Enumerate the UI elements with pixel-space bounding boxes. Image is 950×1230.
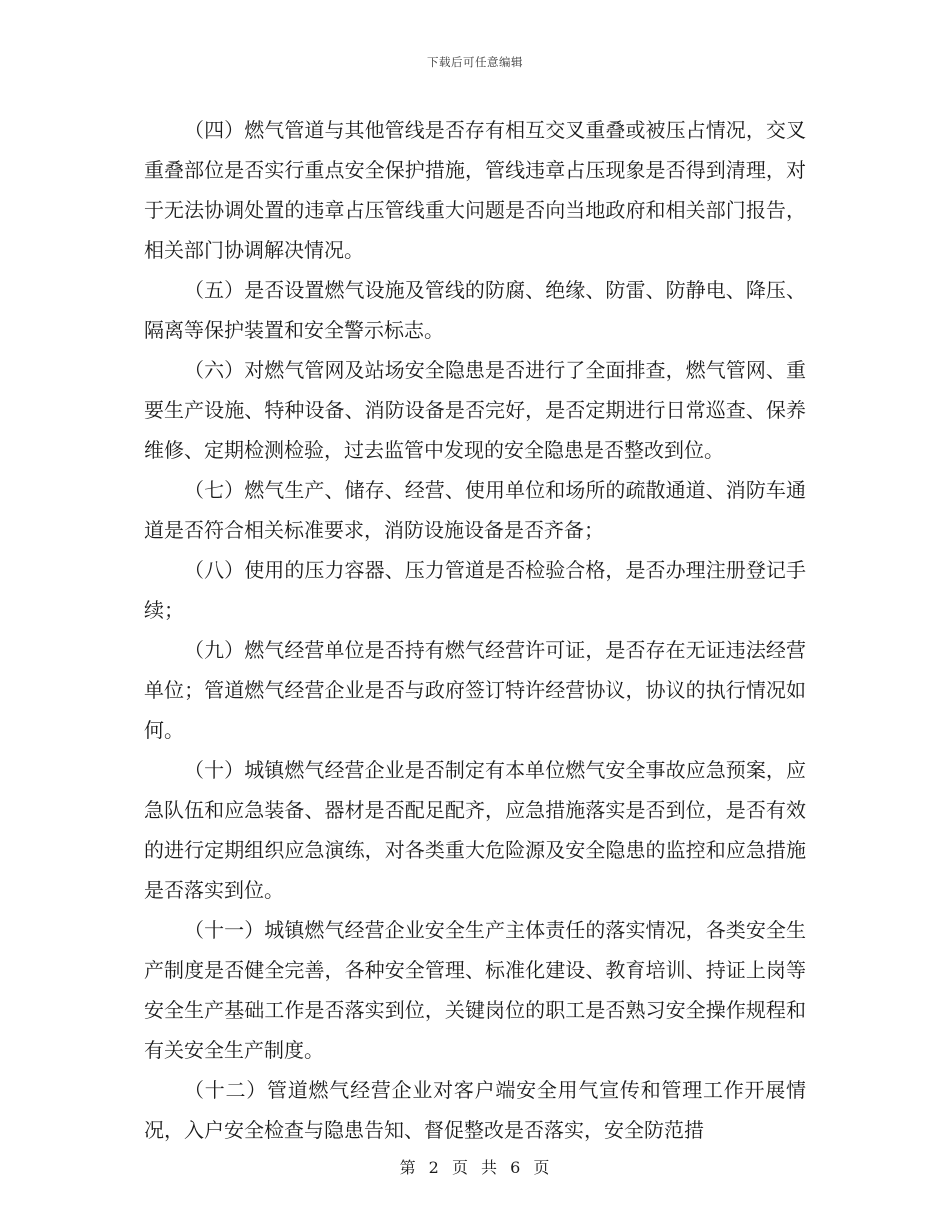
paragraph-item-12: （十二）管道燃气经营企业对客户端安全用气宣传和管理工作开展情况，入户安全检查与隐患告知、督促整改是否落实，安全防范措: [144, 1078, 806, 1142]
paragraph-item-7: （七）燃气生产、储存、经营、使用单位和场所的疏散通道、消防车通道是否符合相关标准要求，消防设施设备是否齐备；: [144, 478, 806, 542]
paragraph-item-5: （五）是否设置燃气设施及管线的防腐、绝缘、防雷、防静电、降压、隔离等保护装置和安全警示标志。: [144, 278, 806, 342]
paragraph-item-11: （十一）城镇燃气经营企业安全生产主体责任的落实情况，各类安全生产制度是否健全完善，各种安全管理、标准化建设、教育培训、持证上岗等安全生产基础工作是否落实到位，关键岗位的职工是否熟习安全操作规程和有关安全生产制度。: [144, 918, 806, 1062]
paragraph-item-10: （十）城镇燃气经营企业是否制定有本单位燃气安全事故应急预案，应急队伍和应急装备、器材是否配足配齐，应急措施落实是否到位，是否有效的进行定期组织应急演练，对各类重大危险源及安全隐患的监控和应急措施是否落实到位。: [144, 758, 806, 902]
page-number-footer: 第 2 页 共 6 页: [399, 1158, 551, 1177]
paragraph-item-8: （八）使用的压力容器、压力管道是否检验合格，是否办理注册登记手续；: [144, 558, 806, 622]
paragraph-item-6: （六）对燃气管网及站场安全隐患是否进行了全面排查，燃气管网、重要生产设施、特种设备、消防设备是否完好，是否定期进行日常巡查、保养维修、定期检测检验，过去监管中发现的安全隐患是否整改到位。: [144, 358, 806, 462]
page-header-note: 下载后可任意编辑: [427, 55, 523, 69]
paragraph-item-9: （九）燃气经营单位是否持有燃气经营许可证，是否存在无证违法经营单位；管道燃气经营企业是否与政府签订特许经营协议，协议的执行情况如何。: [144, 638, 806, 742]
paragraph-item-4: （四）燃气管道与其他管线是否存有相互交叉重叠或被压占情况，交叉重叠部位是否实行重点安全保护措施，管线违章占压现象是否得到清理，对于无法协调处置的违章占压管线重大问题是否向当地政府和相关部门报告，相关部门协调解决情况。: [144, 118, 806, 262]
document-body: [144, 110, 806, 1150]
